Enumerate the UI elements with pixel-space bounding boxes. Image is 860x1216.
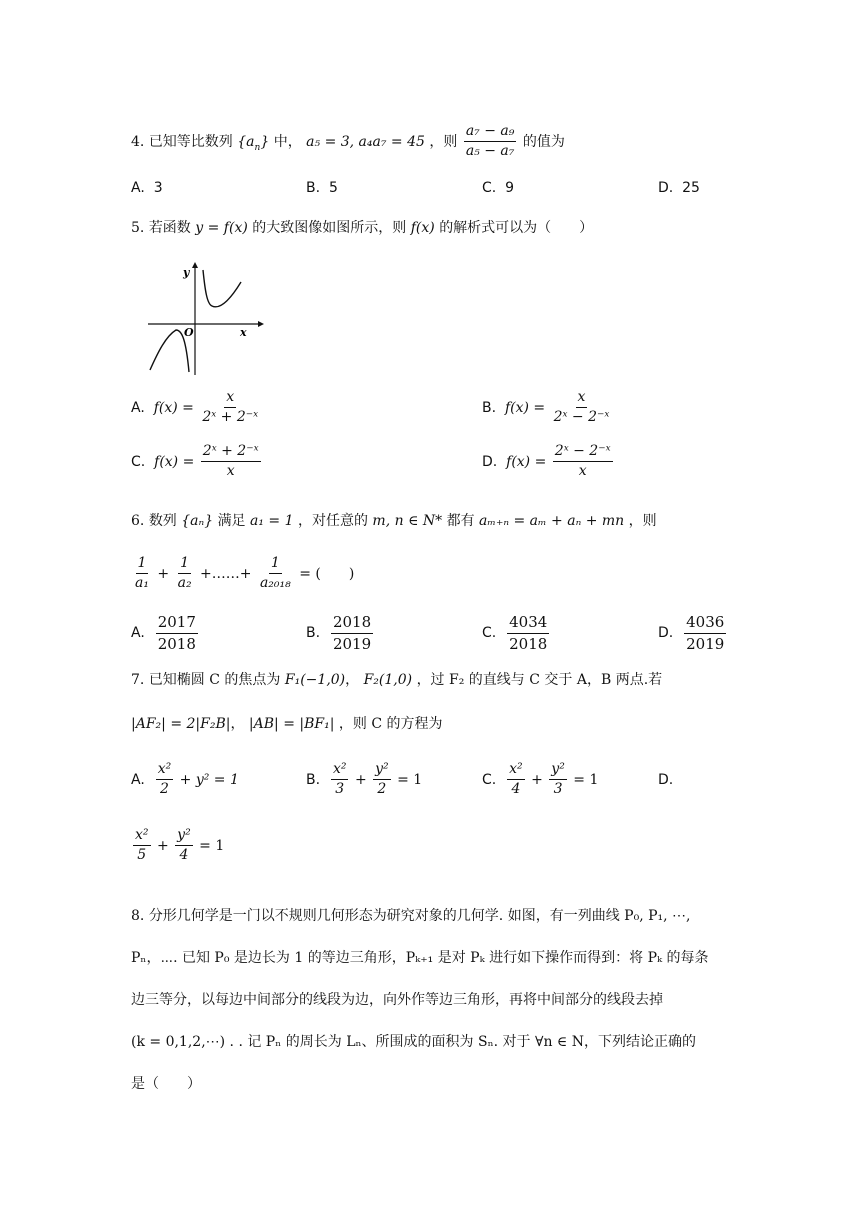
- question-text: ，则 C 的方程为: [338, 716, 443, 732]
- function-formula: f(x): [410, 220, 435, 236]
- question-text: 的值为: [522, 133, 565, 150]
- function-formula: y = f(x): [195, 220, 248, 236]
- option-c[interactable]: C. $\frac{\text{x²}}{4}$ + $\frac{\text{y²}}{3}$ = 1: [482, 761, 599, 798]
- function-graph: [140, 260, 265, 378]
- option-b[interactable]: B. $\frac{2018}{2019}$: [306, 613, 372, 653]
- question-text: 中，: [273, 133, 302, 150]
- question-text: 已知等比数列: [148, 133, 233, 150]
- question-8-line-1: [131, 906, 690, 926]
- variable-m: m,: [372, 513, 391, 529]
- question-text: 都有: [446, 513, 475, 529]
- question-text: ，则: [628, 513, 657, 529]
- sum-expression: $\frac{1}{\text{a₁}}$ + $\frac{1}{\text{a₂}}$ +……+ $\frac{1}{\text{a₂₀₁₈}}$ = ( ): [135, 555, 355, 592]
- option-c[interactable]: C. f(x) = $\frac{\text{2ˣ + 2⁻ˣ}}{x}$: [131, 443, 259, 480]
- option-d[interactable]: $\frac{\text{x²}}{5}$ + $\frac{\text{y²}}{4}$ = 1: [135, 827, 225, 864]
- question-text: ，过 F₂ 的直线与 C 交于 A，B 两点.若: [416, 672, 663, 688]
- condition-formula: |AB| = |BF₁|: [248, 716, 335, 732]
- question-text: 数列: [148, 513, 177, 529]
- question-text: 满足: [217, 513, 246, 529]
- question-6: [131, 511, 657, 531]
- question-text: 已知椭圆 C 的焦点为: [148, 672, 281, 688]
- option-b[interactable]: B. $\frac{\text{x²}}{3}$ + $\frac{\text{y²}}{2}$ = 1: [306, 761, 423, 798]
- target-fraction: $\frac{\text{a₇ − a₉}}{\text{a₅ − a₇}}$: [465, 123, 515, 160]
- question-text: 的解析式可以为（ ）: [439, 220, 594, 236]
- question-number: 8.: [131, 908, 145, 924]
- question-number: 6.: [131, 513, 145, 529]
- question-7-line-2: |AF₂| = 2|F₂B|， |AB| = |BF₁| ，则 C 的方程为: [131, 716, 443, 732]
- option-a[interactable]: A. $\frac{2017}{2018}$: [131, 613, 196, 653]
- right-branch-curve: [203, 270, 241, 307]
- option-d[interactable]: D. f(x) = $\frac{\text{2ˣ − 2⁻ˣ}}{x}$: [482, 443, 611, 480]
- condition-formula: a₅ = 3, a₄a₇ = 45: [306, 133, 425, 150]
- question-7: 7. 已知椭圆 C 的焦点为 F₁(−1,0)， F₂(1,0) ，过 F₂ 的直线与 C 交于 A，B 两点.若: [131, 672, 663, 688]
- option-d[interactable]: D. $\frac{4036}{2019}$: [658, 613, 725, 653]
- condition-formula: n ∈ N*: [394, 513, 443, 529]
- option-a[interactable]: A. 3: [131, 180, 163, 196]
- sequence-notation: $\{a_n\}$: [237, 133, 270, 153]
- question-text: 的大致图像如图所示，则: [252, 220, 407, 236]
- question-number: 4.: [131, 133, 145, 150]
- option-c[interactable]: C. $\frac{4034}{2018}$: [482, 613, 548, 653]
- focus-f1: F₁(−1,0): [284, 672, 346, 688]
- option-d[interactable]: D. 25: [658, 180, 700, 196]
- option-b[interactable]: B. 5: [306, 180, 338, 196]
- origin-label: O: [184, 326, 194, 339]
- question-text: ，则: [429, 133, 458, 150]
- y-axis-label: y: [183, 266, 190, 279]
- question-text: 若函数: [148, 220, 191, 236]
- focus-f2: F₂(1,0): [363, 672, 413, 688]
- question-8-line-3: 边三等分，以每边中间部分的线段为边，向外作等边三角形，再将中间部分的线段去掉: [131, 992, 663, 1008]
- x-axis-arrow: [258, 321, 264, 327]
- option-c[interactable]: C. 9: [482, 180, 515, 196]
- condition-formula: |AF₂| = 2|F₂B|: [131, 716, 231, 732]
- question-text: ，对任意的: [297, 513, 368, 529]
- recurrence-formula: aₘ₊ₙ = aₘ + aₙ + mn: [479, 513, 625, 529]
- question-8-line-5: 是（ ）: [131, 1076, 201, 1092]
- x-axis-label: x: [240, 326, 247, 339]
- question-4: [131, 124, 565, 160]
- question-8-line-2: Pₙ，⋯. 已知 P₀ 是边长为 1 的等边三角形，Pₖ₊₁ 是对 Pₖ 进行如下操作而得到：将 Pₖ 的每条: [131, 950, 709, 966]
- option-d-label[interactable]: D.: [658, 772, 674, 788]
- question-5: [131, 218, 593, 238]
- sequence-notation: {aₙ}: [181, 513, 214, 529]
- question-8-line-4: (k = 0,1,2,⋯) . . 记 Pₙ 的周长为 Lₙ、所围成的面积为 Sₙ. 对于 ∀n ∈ N，下列结论正确的: [131, 1034, 696, 1050]
- condition-formula: a₁ = 1: [250, 513, 294, 529]
- option-b[interactable]: B. f(x) = $\frac{x}{\text{2ˣ − 2⁻ˣ}}$: [482, 389, 610, 426]
- option-a[interactable]: A. $\frac{\text{x²}}{2}$ + y² = 1: [131, 761, 239, 798]
- question-number: 7.: [131, 672, 145, 688]
- y-axis-arrow: [192, 262, 198, 268]
- option-a[interactable]: A. f(x) = $\frac{x}{\text{2ˣ + 2⁻ˣ}}$: [131, 389, 259, 426]
- question-number: 5.: [131, 220, 145, 236]
- question-text: 分形几何学是一门以不规则几何形态为研究对象的几何学. 如图，有一列曲线 P₀, P₁, ⋯,: [148, 908, 691, 924]
